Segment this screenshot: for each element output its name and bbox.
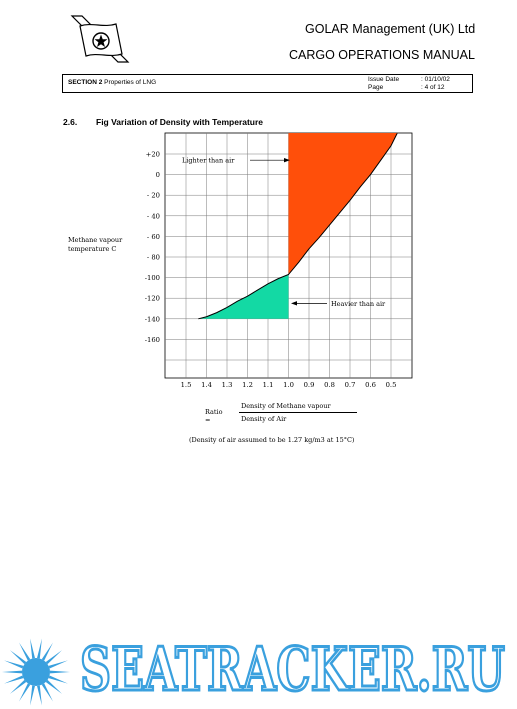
x-tick-label: 0.6 [365,381,376,389]
x-tick-label: 1.3 [221,381,233,389]
seatracker-watermark [0,628,517,709]
issue-date-label: Issue Date [368,76,400,83]
company-name: GOLAR Management (UK) Ltd [305,22,476,36]
y-tick-label: - 40 [146,212,160,221]
sun-disc [22,658,50,686]
x-tick-label: 0.8 [324,381,335,389]
sun-ray [30,639,35,659]
air-density-note: (Density of air assumed to be 1.27 kg/m3 at 15°C) [189,436,355,444]
y-tick-label: -160 [144,335,160,344]
section-number: SECTION 2 [68,79,103,86]
sun-ray [37,685,42,705]
y-axis-label-line2: temperature C [68,245,117,253]
page-value: : 4 of 12 [421,84,445,91]
y-tick-label: -120 [144,294,160,303]
sun-ray [19,683,30,701]
ratio-denominator: Density of Air [241,415,287,423]
sun-ray [42,643,53,661]
section-text: Properties of LNG [104,79,157,86]
y-tick-label: - 20 [146,191,160,200]
ratio-numerator: Density of Methane vapour [241,402,331,410]
y-tick-label: 0 [155,171,160,180]
y-tick-label: +20 [145,150,160,159]
sun-ray [19,643,30,661]
manual-title: CARGO OPERATIONS MANUAL [289,48,475,62]
sun-logo-icon [2,639,70,706]
ratio-label: Ratio = [205,408,223,424]
x-tick-label: 1.2 [242,381,253,389]
y-tick-label: - 80 [146,253,160,262]
sun-ray [4,675,23,683]
issue-date-value: : 01/10/02 [421,76,450,83]
sun-ray [50,671,70,674]
sun-ray [49,675,68,683]
sun-ray [42,683,53,701]
sun-ray [2,671,22,674]
sun-ray [30,685,35,705]
watermark-text: SEATRACKER.RU [80,635,505,705]
lighter-than-air-label: Lighter than air [182,156,235,165]
page-label: Page [368,84,384,91]
x-tick-label: 0.7 [344,381,356,389]
sun-ray [4,660,23,668]
y-tick-label: - 60 [146,232,160,241]
x-tick-label: 1.0 [283,381,294,389]
x-tick-label: 0.9 [303,381,315,389]
y-tick-label: -100 [144,274,160,283]
fraction-bar [239,412,357,413]
sun-ray [49,660,68,668]
y-axis-label-line1: Methane vapour [68,236,123,244]
heavier-than-air-label: Heavier than air [331,299,386,308]
x-tick-label: 0.5 [385,381,397,389]
y-tick-label: -140 [144,315,160,324]
heading-number: 2.6. [63,117,78,127]
x-tick-label: 1.5 [180,381,192,389]
sun-ray [37,639,42,659]
x-tick-label: 1.1 [262,381,274,389]
heading-text: Fig Variation of Density with Temperature [96,117,264,127]
x-tick-label: 1.4 [201,381,212,389]
